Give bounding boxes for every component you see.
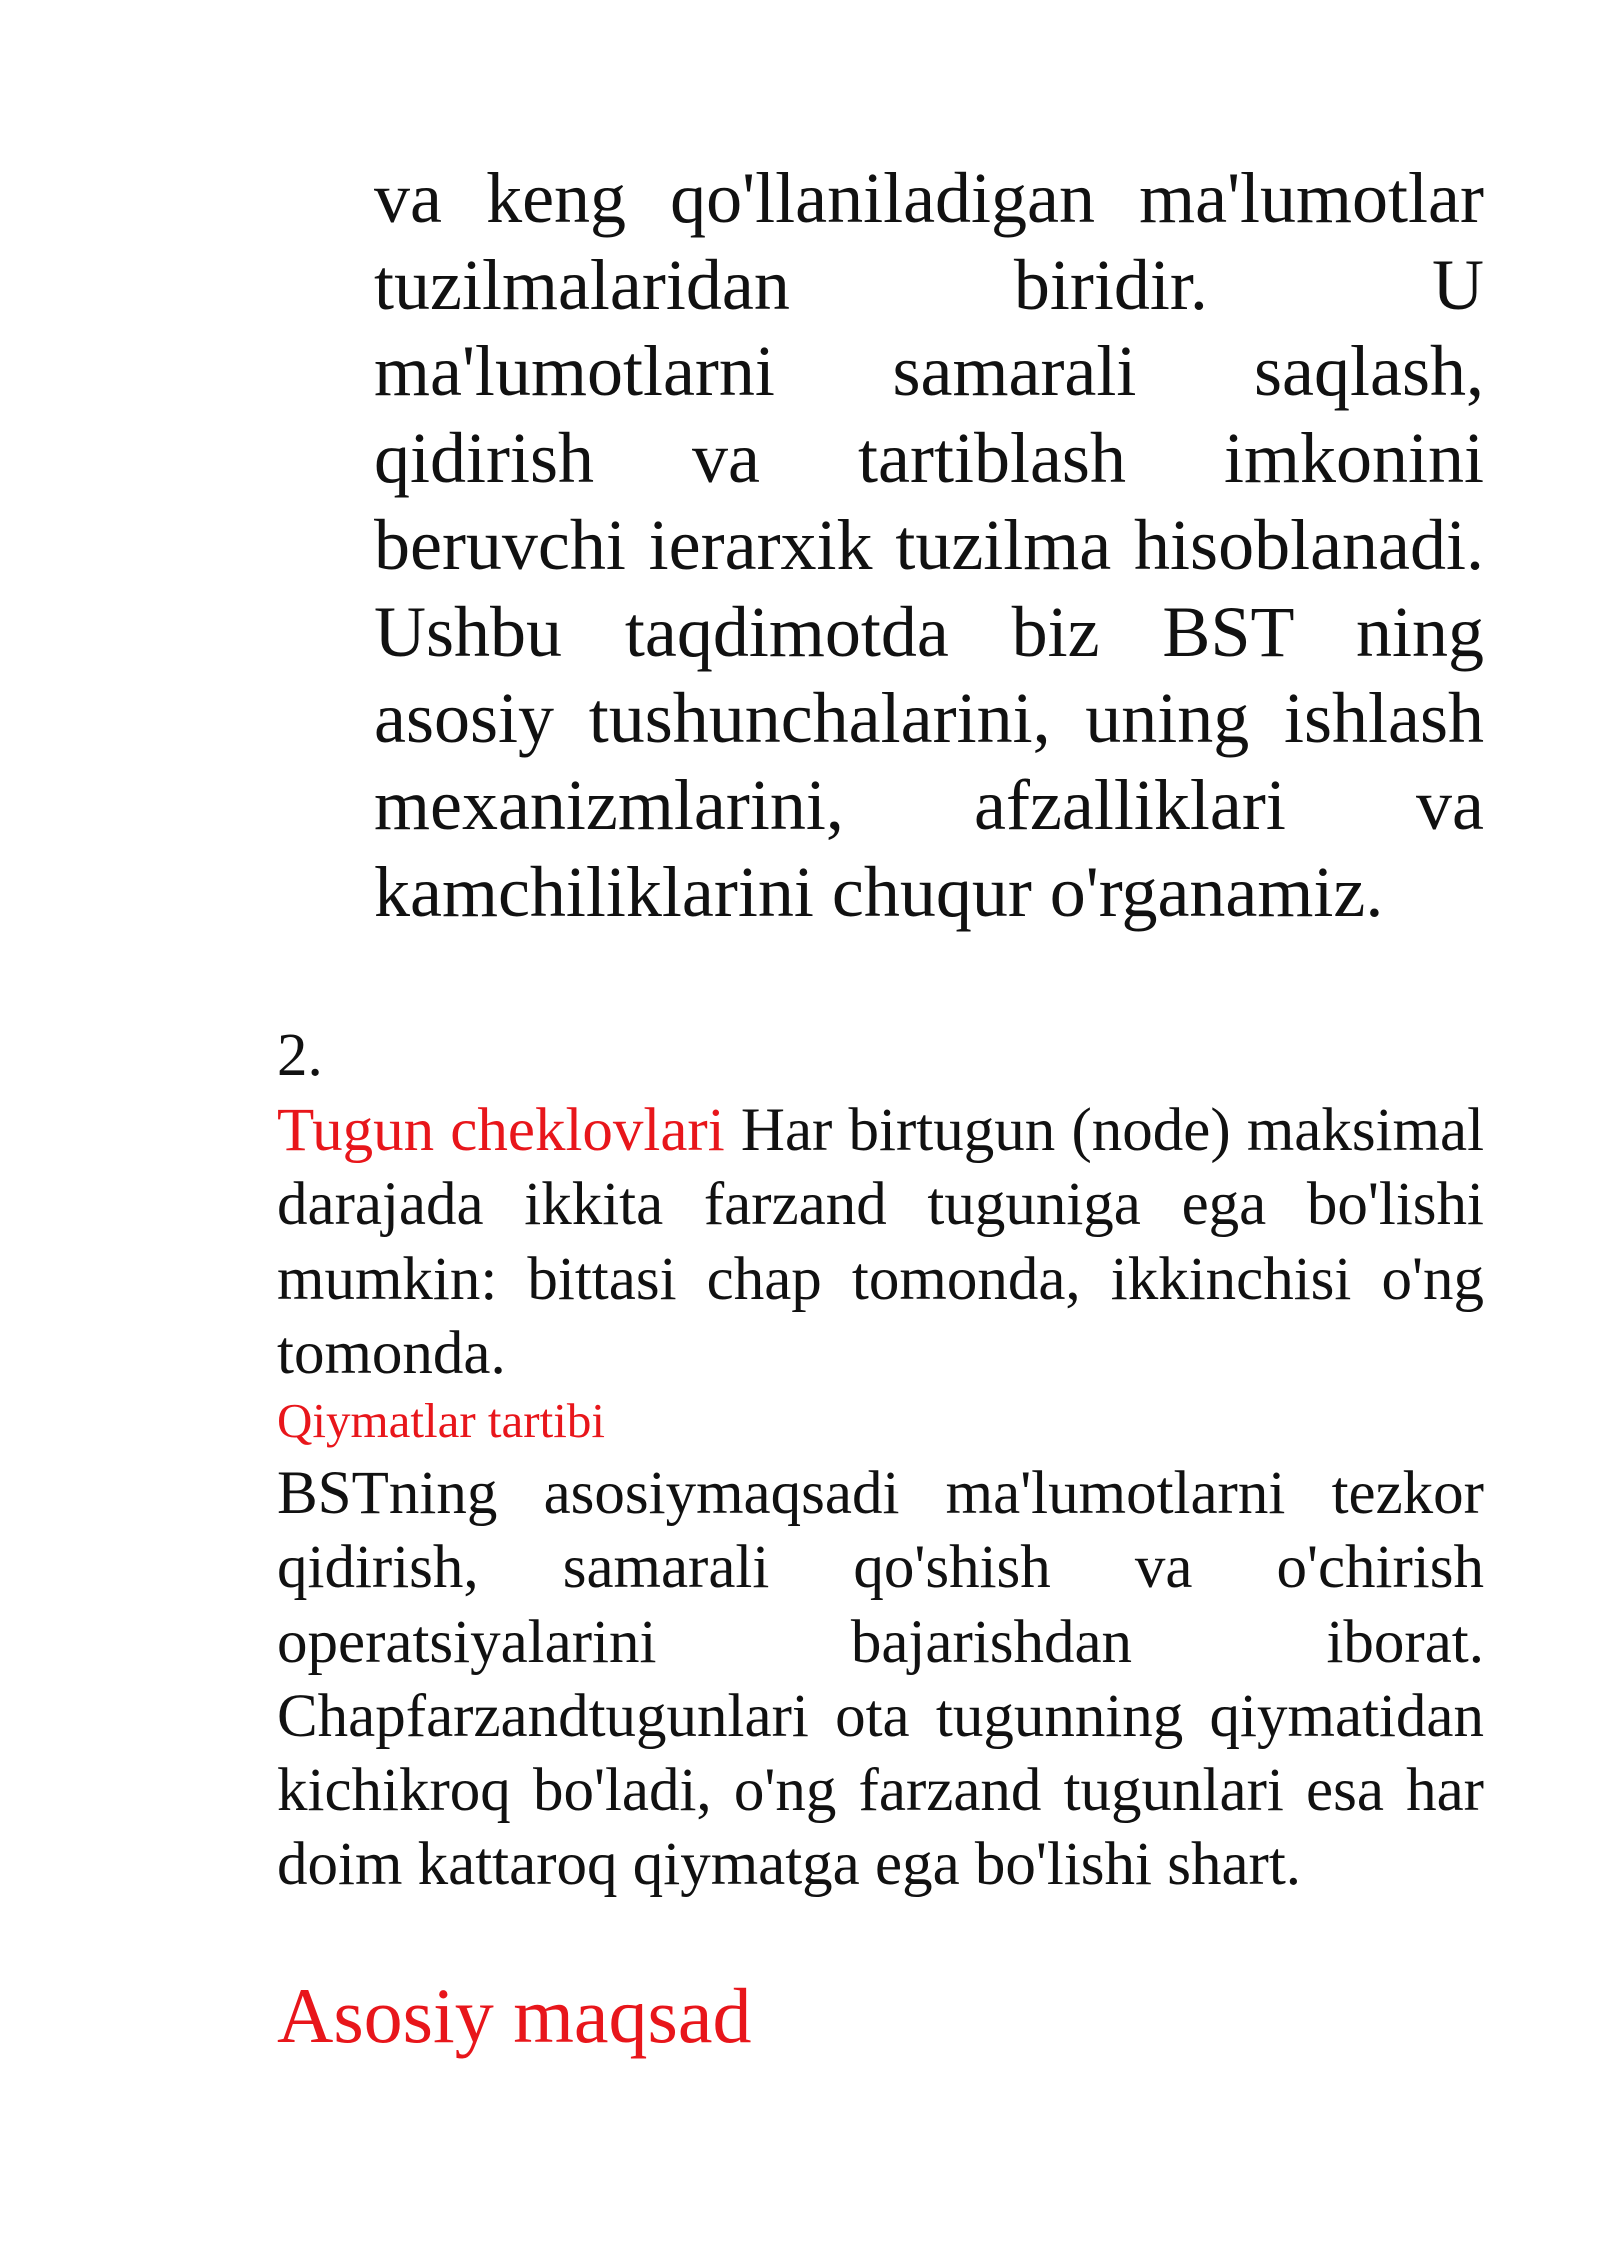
value-order-paragraph: BSTning asosiymaqsadi ma'lumotlarni tezkor qidirish, samarali qo'shish va o'chirish operatsiyalarini bajarishdan iborat. Chapfarzandtugunlari ota tugunning qiymatidan kichikroq bo'ladi, o'ng farzand tugunlari esa har doim kattaroq qiymatga ega bo'lishi shart. [277, 1460, 1484, 1899]
intro-paragraph: va keng qo'llaniladigan ma'lumotlar tuzilmalaridan biridir. U ma'lumotlarni samarali saqlash, qidirish va tartiblash imkonini beruvchi ierarxik tuzilma hisoblanadi. Ushbu taqdimotda biz BST ning asosiy tushunchalarini, uning ishlash mexanizmlarini, afzalliklari va kamchiliklarini chuqur o'rganamiz. [374, 158, 1484, 932]
node-constraints-text: Har birtugun (node) maksimal darajada ikkita farzand tuguniga ega bo'lishi mumkin: bittasi chap tomonda, ikkinchisi o'ng tomonda. [277, 1097, 1485, 1387]
node-constraints-paragraph [277, 1094, 1484, 1391]
value-order-title: Qiymatlar tartibi [277, 1393, 605, 1448]
node-constraints-title: Tugun cheklovlari [277, 1097, 725, 1164]
item-number: 2. [277, 1022, 323, 1089]
main-goal-heading: Asosiy maqsad [277, 1972, 752, 2059]
